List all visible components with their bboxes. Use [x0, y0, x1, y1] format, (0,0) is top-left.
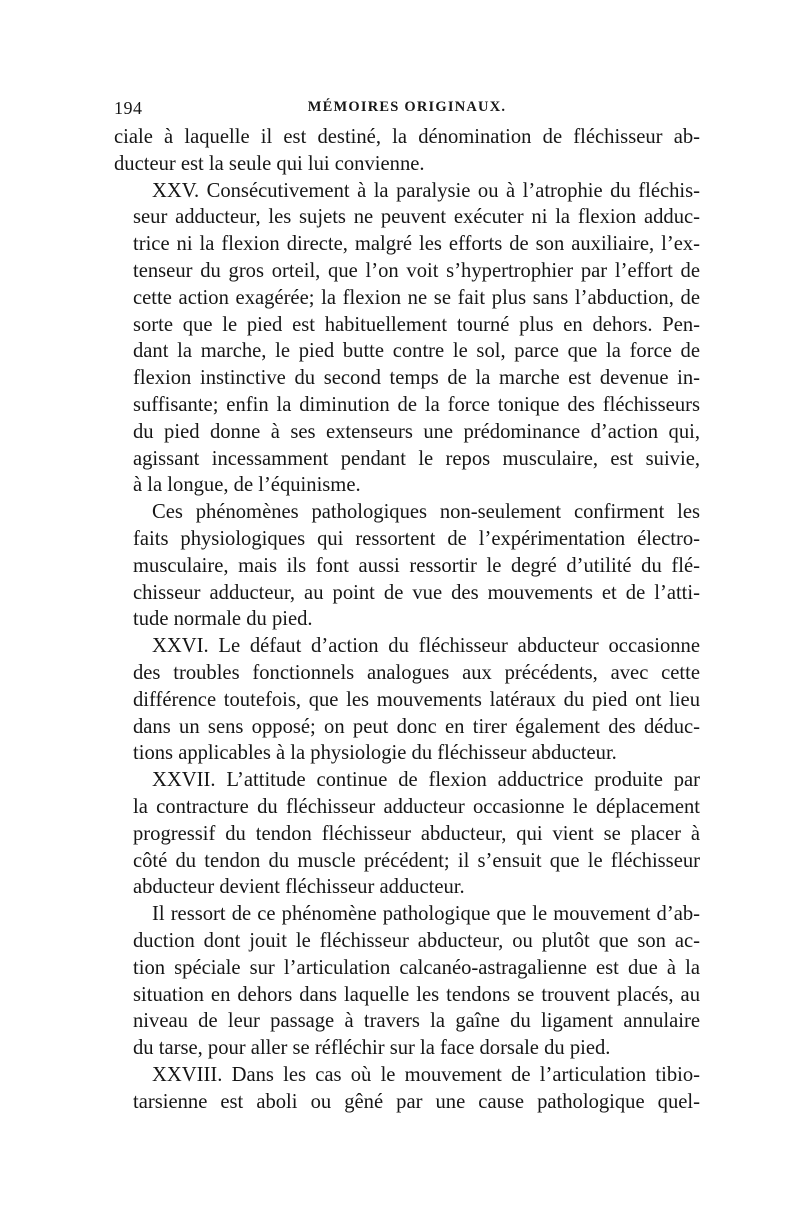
text-line: XXVI. Le défaut d’action du fléchisseur abducteur occasionne — [152, 635, 700, 658]
text-line: duction dont jouit le fléchisseur abducteur, ou plutôt que son ac- — [133, 929, 700, 952]
paragraph-phenomenes — [114, 499, 700, 633]
text-line: du pied donne à ses extenseurs une prédominance d’action qui, — [133, 420, 700, 443]
book-page — [114, 98, 700, 1115]
text-line: tion spéciale sur l’articulation calcanéo-astragalienne est due à la — [133, 956, 700, 979]
paragraph-xxviii — [114, 1062, 700, 1116]
text-line: sorte que le pied est habituellement tourné plus en dehors. Pen- — [133, 313, 700, 336]
paragraph-xxvii — [114, 767, 700, 901]
text-line: cette action exagérée; la flexion ne se fait plus sans l’abduction, de — [133, 286, 700, 309]
text-line: tarsienne est aboli ou gêné par une cause pathologique quel- — [133, 1090, 700, 1113]
text-line: XXV. Consécutivement à la paralysie ou à l’atrophie du fléchis- — [152, 179, 700, 202]
text-line: côté du tendon du muscle précédent; il s’ensuit que le fléchisseur — [133, 849, 700, 872]
paragraph-xxv — [114, 178, 700, 500]
page-number: 194 — [114, 98, 143, 118]
text-line: différence toutefois, que les mouvements latéraux du pied ont lieu — [133, 688, 700, 711]
text-line: ducteur est la seule qui lui convienne. — [114, 152, 425, 175]
text-line: flexion instinctive du second temps de la marche est devenue in- — [133, 367, 700, 390]
paragraph-continued — [114, 124, 700, 178]
text-line: dant la marche, le pied butte contre le sol, parce que la force de — [133, 340, 700, 363]
body-text — [114, 124, 700, 1115]
text-line: Il ressort de ce phénomène pathologique que le mouvement d’ab- — [152, 903, 700, 926]
running-title: MÉMOIRES ORIGINAUX. — [307, 99, 507, 115]
text-line: progressif du tendon fléchisseur abducteur, qui vient se placer à — [133, 822, 700, 845]
text-line: niveau de leur passage à travers la gaîne du ligament annulaire — [133, 1010, 700, 1033]
text-line: abducteur devient fléchisseur adducteur. — [133, 876, 465, 899]
text-line: tions applicables à la physiologie du fléchisseur abducteur. — [133, 742, 617, 765]
text-line: ciale à laquelle il est destiné, la dénomination de fléchisseur ab- — [114, 126, 700, 148]
text-line: faits physiologiques qui ressortent de l’expérimentation électro- — [133, 527, 700, 550]
text-line: la contracture du fléchisseur adducteur occasionne le déplacement — [133, 795, 700, 818]
text-line: agissant incessamment pendant le repos musculaire, est suivie, — [133, 447, 700, 470]
text-line: chisseur adducteur, au point de vue des mouvements et de l’atti- — [133, 581, 700, 604]
text-line: du tarse, pour aller se réfléchir sur la face dorsale du pied. — [133, 1037, 611, 1060]
text-line: situation en dehors dans laquelle les tendons se trouvent placés, au — [133, 983, 700, 1006]
running-head — [114, 98, 700, 124]
text-line: dans un sens opposé; on peut donc en tirer également des déduc- — [133, 715, 700, 738]
paragraph-il-ressort — [114, 901, 700, 1062]
text-line: musculaire, mais ils font aussi ressortir le degré d’utilité du flé- — [133, 554, 700, 577]
text-line: XXVII. L’attitude continue de flexion adductrice produite par — [152, 769, 700, 792]
text-line: seur adducteur, les sujets ne peuvent exécuter ni la flexion adduc- — [133, 206, 700, 229]
text-line: tude normale du pied. — [133, 608, 313, 631]
paragraph-xxvi — [114, 633, 700, 767]
text-line: trice ni la flexion directe, malgré les efforts de son auxiliaire, l’ex- — [133, 233, 700, 256]
text-line: suffisante; enfin la diminution de la force tonique des fléchisseurs — [133, 393, 700, 416]
text-line: Ces phénomènes pathologiques non-seulement confirment les — [152, 501, 700, 524]
text-line: XXVIII. Dans les cas où le mouvement de l’articulation tibio- — [152, 1063, 700, 1086]
text-line: des troubles fonctionnels analogues aux précédents, avec cette — [133, 661, 700, 684]
text-line: à la longue, de l’équinisme. — [133, 474, 361, 497]
text-line: tenseur du gros orteil, que l’on voit s’hypertrophier par l’effort de — [133, 259, 700, 282]
